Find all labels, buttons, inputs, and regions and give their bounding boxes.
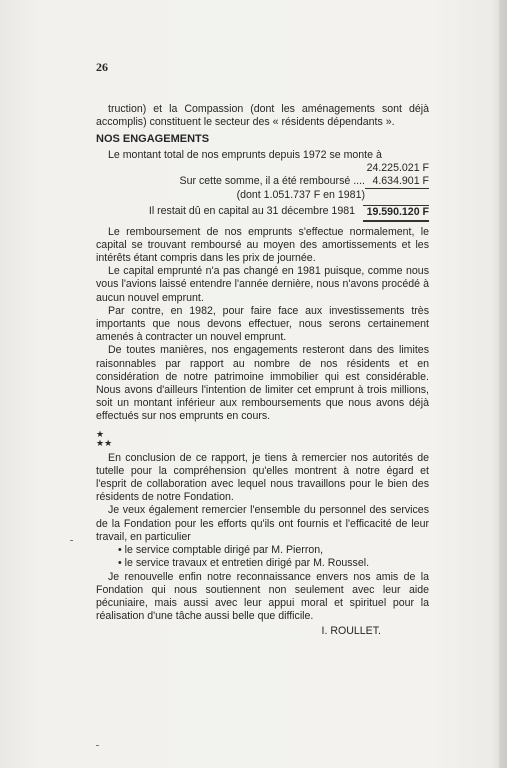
loans-figures xyxy=(96,162,429,222)
paragraph-limits: De toutes manières, nos engagements resteront dans des limites raisonnables par rapport au nombre de nos résidents et en considération de notre patrimoine immobilier qui est considérable. Nous avons d'ailleurs l'intention de limiter cet emprunt à trois millions, soit un montant inférieur aux remboursements que nous avons déjà effectués sur nos emprunts en cours. xyxy=(96,344,429,423)
paragraph-friends-thanks: Je renouvelle enfin notre reconnaissance envers nos amis de la Fondation qui nous soutiennent non seulement avec leur aide pécuniaire, mais aussi avec leur appui moral et spirituel pour la réalisation d'une tâche aussi belle que difficile. xyxy=(96,570,429,623)
loans-text: Le montant total de nos emprunts depuis 1972 se monte à xyxy=(108,148,382,161)
loans-total-row xyxy=(96,162,429,175)
remaining-amount: 19.590.120 F xyxy=(363,205,429,221)
remaining-label: Il restait dû en capital au 31 décembre 1981 xyxy=(148,205,355,218)
page-spine-shadow xyxy=(499,0,507,768)
print-speck xyxy=(96,745,99,746)
repaid-label: Sur cette somme, il a été remboursé .... xyxy=(179,175,365,188)
remaining-row xyxy=(96,205,429,221)
intro-paragraph: truction) et la Compassion (dont les aménagements sont déjà accomplis) constituent le secteur des « résidents dépendants ». xyxy=(96,103,429,129)
paragraph-new-loan: Par contre, en 1982, pour faire face aux investissements très importants que nous devons effectuer, nous serons certainement amenés à contracter un nouvel emprunt. xyxy=(96,304,429,344)
paragraph-conclusion: En conclusion de ce rapport, je tiens à remercier nos autorités de tutelle pour la compréhension qu'elles montrent à notre égard et l'esprit de collaboration avec lequel nous travaillons pour le bien des résidents de notre Fondation. xyxy=(96,451,429,504)
paragraph-staff-thanks: Je veux également remercier l'ensemble du personnel des services de la Fondation pour les efforts qu'ils ont fournis et l'efficacité de leur travail, en particulier xyxy=(96,504,429,543)
paragraph-repayment: Le remboursement de nos emprunts s'effectue normalement, le capital se trouvant remboursé au moyen des amortissements et les intérêts étant compris dans les prix de journée. xyxy=(96,225,429,265)
signature: I. ROULLET. xyxy=(321,625,381,638)
print-speck xyxy=(70,540,73,541)
page-number: 26 xyxy=(96,60,108,74)
repaid-1981-row xyxy=(96,189,429,202)
list-item-maintenance: • le service travaux et entretien dirigé par M. Roussel. xyxy=(118,557,370,570)
repaid-row xyxy=(96,175,429,189)
repaid-amount: 4.634.901 F xyxy=(365,175,429,189)
page-body xyxy=(96,103,429,639)
section-heading: NOS ENGAGEMENTS xyxy=(96,133,210,146)
loans-total-amount: 24.225.021 F xyxy=(366,161,429,174)
paragraph-capital: Le capital emprunté n'a pas changé en 1981 puisque, comme nous vous l'avions laissé entendre l'année dernière, nous n'avons procédé à aucun nouvel emprunt. xyxy=(96,265,429,304)
repaid-1981-note: (dont 1.051.737 F en 1981) xyxy=(236,189,365,202)
list-item-accounting: • le service comptable dirigé par M. Pierron, xyxy=(118,544,324,557)
asterism-separator: ★ ★★ xyxy=(96,428,113,448)
